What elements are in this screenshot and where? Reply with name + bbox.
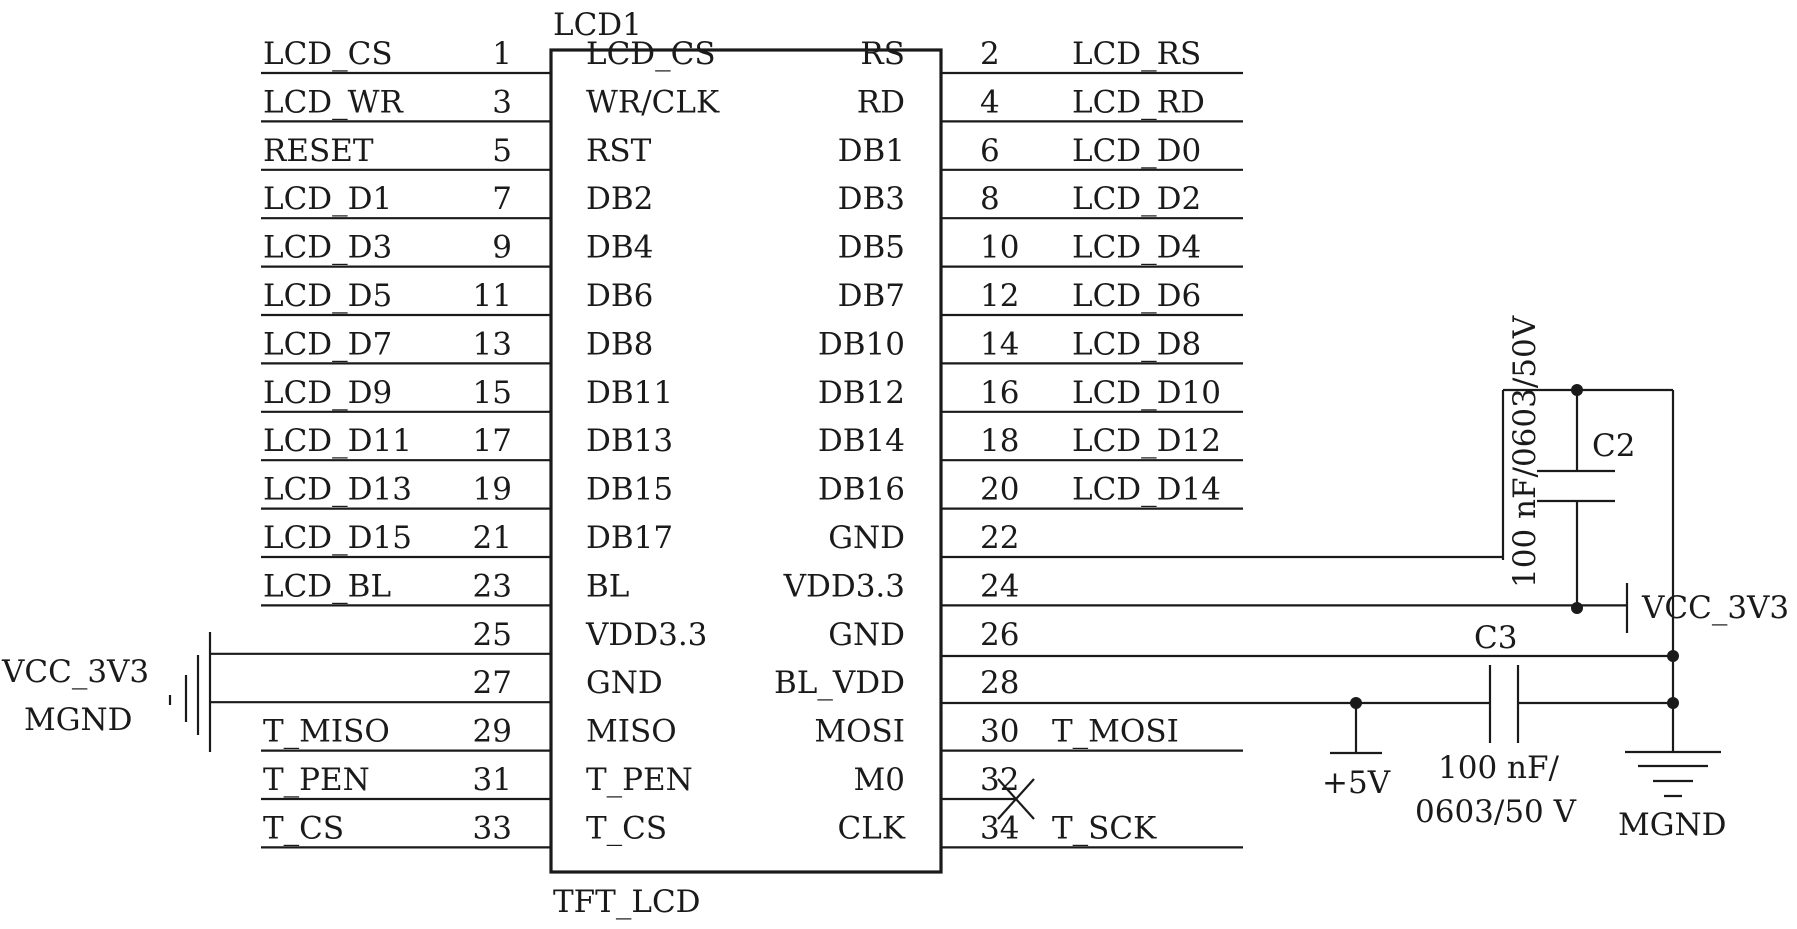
net-label: T_SCK: [1052, 810, 1157, 847]
left-pin-row: [261, 36, 716, 73]
pin-function-label: DB16: [817, 471, 905, 508]
pin-number: 16: [980, 374, 1020, 411]
net-label: T_CS: [263, 810, 345, 847]
left-pin-row: [261, 230, 653, 267]
net-label: LCD_D14: [1072, 471, 1221, 508]
right-pin-row: [818, 375, 1243, 412]
pin-number: 4: [980, 84, 1000, 121]
pin-function-label: T_PEN: [586, 762, 693, 798]
right-pin-group: [774, 36, 1627, 847]
left-pin-row: [261, 84, 720, 121]
net-label: LCD_D9: [263, 374, 393, 411]
c3-designator: C3: [1474, 620, 1518, 656]
pin-function-label: DB10: [817, 326, 905, 363]
left-pin-row: [261, 714, 677, 751]
c3-junction-gnd-rail: [1667, 650, 1679, 662]
pin-function-label: MOSI: [814, 713, 905, 750]
pin-number: 18: [980, 423, 1020, 460]
left-pin-row: [261, 133, 652, 170]
pin-number: 26: [980, 616, 1020, 653]
net-label: T_MISO: [263, 713, 390, 750]
pin-function-label: DB12: [817, 374, 905, 411]
net-label: LCD_WR: [263, 84, 403, 121]
pin-number: 2: [980, 36, 1000, 72]
pin-number: 8: [980, 181, 1000, 218]
net-label: LCD_D6: [1072, 278, 1202, 314]
left-pin-row: [261, 568, 629, 605]
left-vcc-label: VCC_3V3: [2, 654, 150, 690]
net-label: LCD_D11: [263, 423, 412, 460]
right-pin-row: [828, 617, 1019, 653]
c2-designator: C2: [1592, 428, 1636, 464]
right-pin-row: [818, 423, 1243, 460]
right-pin-row: [818, 472, 1243, 509]
right-pin-row: [838, 181, 1243, 218]
left-pin-row: [210, 617, 707, 654]
pin-number: 9: [492, 229, 512, 266]
pin-function-label: DB4: [586, 229, 654, 266]
right-pin-row: [838, 278, 1243, 315]
pin-function-label: GND: [828, 520, 905, 556]
pin-function-label: DB5: [837, 229, 905, 266]
plus5v-symbol: [1322, 703, 1391, 801]
pin-function-label: BL: [586, 568, 630, 605]
left-pin-row: [261, 423, 673, 460]
pin-number: 32: [980, 762, 1020, 798]
right-pin-row: [783, 568, 1627, 605]
c2-junction-vcc: [1571, 602, 1583, 614]
pin-number: 1: [492, 36, 512, 72]
net-label: LCD_D12: [1072, 423, 1221, 460]
pin-number: 23: [472, 568, 512, 605]
net-label: T_MOSI: [1052, 713, 1179, 750]
pin-number: 3: [492, 84, 512, 121]
right-pin-row: [838, 133, 1243, 170]
right-pin-row: [828, 520, 1503, 557]
pin-function-label: DB3: [837, 181, 905, 218]
net-label: LCD_RS: [1072, 36, 1202, 72]
pin-function-label: DB13: [586, 423, 674, 460]
pin-number: 25: [472, 616, 512, 653]
net-label: LCD_D10: [1072, 374, 1221, 411]
net-label: T_PEN: [263, 762, 370, 798]
pin-function-label: DB8: [586, 326, 654, 363]
pin-number: 11: [472, 278, 512, 314]
net-label: LCD_RD: [1072, 84, 1205, 121]
pin-function-label: RST: [586, 132, 652, 169]
pin-number: 29: [472, 713, 512, 750]
pin-function-label: DB17: [586, 520, 674, 556]
pin-number: 15: [472, 374, 512, 411]
left-pin-row: [210, 665, 663, 702]
c2-junction-top: [1571, 384, 1583, 396]
pin-number: 10: [980, 229, 1020, 266]
right-vcc-label: VCC_3V3: [1642, 590, 1790, 626]
pin-function-label: RS: [860, 36, 905, 72]
pin-function-label: DB15: [586, 471, 674, 508]
c3-junction-right: [1667, 697, 1679, 709]
pin-function-label: WR/CLK: [586, 84, 720, 121]
c3-value-line2: 0603/50 V: [1415, 794, 1577, 830]
c2-value: 100 nF/0603/50V: [1507, 315, 1543, 588]
pin-number: 24: [980, 568, 1020, 605]
pin-function-label: DB6: [586, 278, 654, 314]
pin-number: 34: [980, 810, 1020, 847]
pin-number: 22: [980, 520, 1020, 556]
pin-number: 13: [472, 326, 512, 363]
pin-number: 27: [472, 665, 512, 702]
right-vcc-port: [1627, 583, 1789, 633]
net-label: LCD_D15: [263, 520, 412, 556]
pin-number: 12: [980, 278, 1020, 314]
pin-number: 6: [980, 132, 1000, 169]
net-label: LCD_D8: [1072, 326, 1202, 363]
net-label: LCD_D1: [263, 181, 393, 218]
pin-number: 14: [980, 326, 1020, 363]
pin-number: 31: [472, 762, 512, 798]
pin-function-label: RD: [856, 84, 905, 121]
component-designator: LCD1: [553, 7, 642, 43]
net-label: LCD_D5: [263, 278, 393, 314]
pin-function-label: DB2: [586, 181, 654, 218]
pin-number: 20: [980, 471, 1020, 508]
pin-function-label: DB1: [837, 132, 905, 169]
net-label: LCD_D0: [1072, 132, 1202, 169]
pin-number: 33: [472, 810, 512, 847]
net-label: LCD_BL: [263, 568, 392, 605]
left-pin-row: [261, 278, 653, 315]
right-gnd-label: MGND: [1618, 807, 1727, 843]
left-pin-row: [261, 326, 653, 363]
c3-value-line1: 100 nF/: [1438, 750, 1559, 786]
net-label: LCD_D4: [1072, 229, 1202, 266]
right-pin-row: [814, 714, 1243, 751]
component-part-name: TFT_LCD: [553, 884, 701, 920]
pin-function-label: DB11: [586, 374, 674, 411]
capacitor-c2: [1503, 315, 1673, 752]
pin-function-label: BL_VDD: [774, 665, 905, 702]
net-label: LCD_D2: [1072, 181, 1202, 218]
left-pin-row: [261, 472, 673, 509]
pin-number: 28: [980, 665, 1020, 702]
pin-number: 17: [472, 423, 512, 460]
plus5v-label: +5V: [1322, 765, 1391, 801]
net-label: LCD_D7: [263, 326, 393, 363]
pin-number: 5: [492, 132, 512, 169]
pin-number: 21: [472, 520, 512, 556]
left-gnd-label: MGND: [24, 702, 133, 738]
pin-function-label: VDD3.3: [586, 616, 708, 653]
left-pin-group: [210, 36, 720, 847]
left-pin-row: [261, 762, 693, 799]
pin-number: 7: [492, 181, 512, 218]
left-pin-row: [261, 375, 673, 412]
pin-function-label: VDD3.3: [783, 568, 905, 605]
pin-function-label: DB7: [837, 278, 905, 314]
net-label: LCD_D13: [263, 471, 412, 508]
left-pin-row: [261, 181, 653, 218]
pin-function-label: M0: [853, 762, 905, 798]
net-label: RESET: [263, 132, 374, 169]
pin-function-label: T_CS: [586, 810, 668, 847]
pin-function-label: GND: [828, 616, 905, 653]
left-pin-row: [261, 810, 667, 847]
right-pin-row: [774, 665, 1019, 701]
pin-function-label: DB14: [817, 423, 905, 460]
pin-function-label: LCD_CS: [586, 36, 716, 72]
left-pin-row: [261, 520, 673, 557]
pin-function-label: GND: [586, 665, 663, 702]
right-pin-row: [857, 84, 1243, 121]
pin-number: 19: [472, 471, 512, 508]
right-pin-row: [818, 326, 1243, 363]
right-pin-row: [838, 230, 1243, 267]
right-pin-row: [838, 810, 1243, 847]
pin-number: 30: [980, 713, 1020, 750]
right-pin-row: [860, 36, 1243, 73]
net-label: LCD_D3: [263, 229, 393, 266]
pin-function-label: CLK: [837, 810, 905, 847]
net-label: LCD_CS: [263, 36, 393, 72]
left-supply-symbol: [1, 632, 210, 752]
mgnd-ground-symbol: [1618, 752, 1727, 843]
pin-function-label: MISO: [586, 713, 677, 750]
